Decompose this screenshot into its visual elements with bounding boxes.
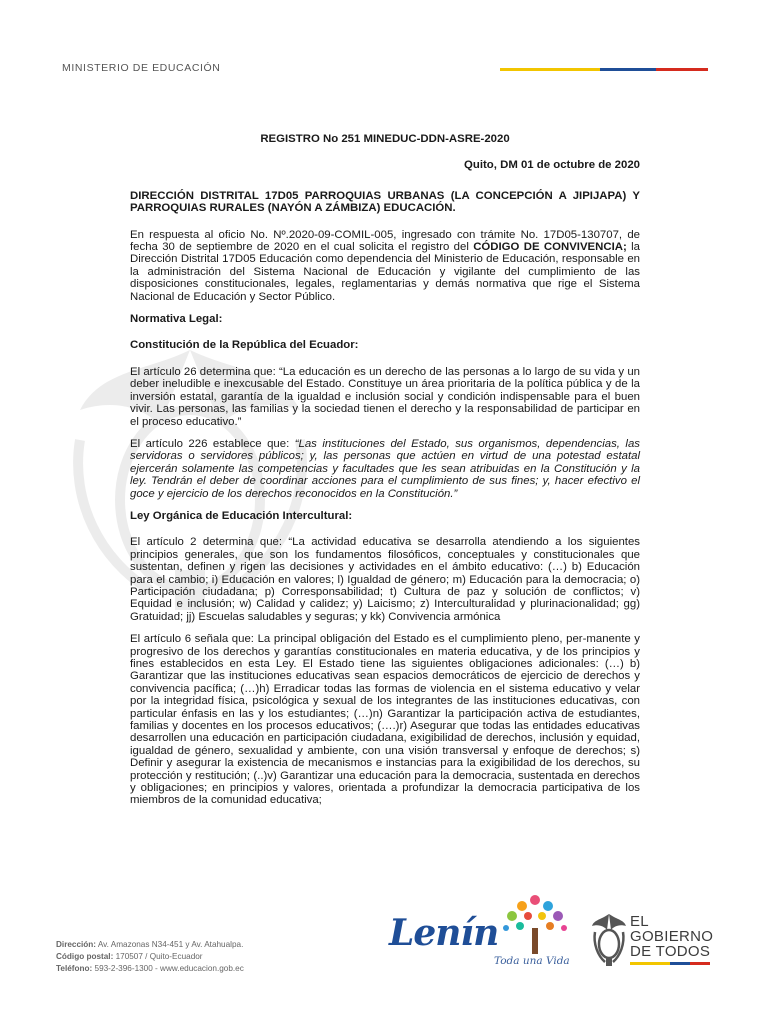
gov-bar-yellow	[630, 962, 670, 965]
art6-paragraph: El artículo 6 señala que: La principal obligación del Estado es el cumplimiento pleno, per-manente y progresivo de los derechos y garantías constitucionales en materia educativa, y de los principios y fines establecidos en esta Ley. El Estado tiene las siguientes obligaciones adicionales: (…) b) Garantizar que las instituciones educativas sean espacios democráticos de ejercicio de derechos y convivencia pacífica; (…)h) Erradicar todas las formas de violencia en el sistema educativo y velar por la integridad física, psicológica y sexual de los integrantes de las instituciones educativas, con particular énfasis en las y los estudiantes; (…)n) Garantizar la participación activa de estudiantes, familias y docentes en los procesos educativos; (….)r) Asegurar que todas las entidades educativas desarrollen una educación en participación ciudadana, exigibilidad de derechos, inclusión y equidad, igualdad de género, sexualidad y ambiente, con una visión transversal y enfoque de derechos; s) Definir y asegurar la existencia de mecanismos e instancias para la exigibilidad de los derechos, su protección y restitución; (..)v) Garantizar una educación para la democracia, sustentada en derechos y obligaciones; en principios y valores, orientada a profundizar la democracia participativa de los miembros de la comunidad educativa;	[130, 633, 640, 807]
tree-tagline: Toda una Vida	[494, 955, 570, 967]
footer-address-line	[56, 939, 244, 951]
art226-lead: El artículo 226 establece que:	[130, 437, 295, 450]
loei-heading: Ley Orgánica de Educación Intercultural:	[130, 509, 353, 522]
art226-paragraph	[130, 438, 640, 500]
constitucion-heading: Constitución de la República del Ecuador:	[130, 339, 359, 352]
intro-text-2: la Dirección Distrital 17D05 Educación como dependencia del Ministerio de Educación, responsable en la administración del Sistema Nacional de Educación y vigilante del cumplimiento de las disposiciones constitucionales, legales, reglamentarias y demás normativa que rige el Sistema Nacional de Educación y Sector Público.	[130, 241, 640, 303]
footer-postal-value: 170507 / Quito-Ecuador	[113, 952, 203, 961]
art26-paragraph: El artículo 26 determina que: “La educación es un derecho de las personas a lo largo de su vida y un deber ineludible e inexcusable del Estado. Constituye un área prioritaria de la política pública y de la inversión estatal, garantía de la igualdad e inclusión social y condición indispensable para el buen vivir. Las personas, las familias y la sociedad tienen el derecho y la responsabilidad de participar en el proceso educativo.”	[130, 365, 640, 428]
footer-phone-line	[56, 963, 244, 975]
normativa-heading: Normativa Legal:	[130, 313, 223, 326]
lenin-logo: Lenín	[389, 912, 499, 954]
flag-stripe-blue	[600, 68, 656, 71]
gov-text-line-3: DE TODOS	[630, 943, 711, 960]
district-heading: DIRECCIÓN DISTRITAL 17D05 PARROQUIAS URBANAS (LA CONCEPCIÓN A JIPIJAPA) Y PARROQUIAS RURALES (NAYÓN A ZÁMBIZA) EDUCACIÓN.	[130, 189, 640, 215]
tree-icon	[492, 892, 578, 956]
footer-address	[56, 939, 244, 975]
footer-postal-label: Código postal:	[56, 952, 114, 961]
gov-shield-icon	[590, 912, 628, 968]
toda-una-vida-logo	[492, 892, 578, 982]
art2-paragraph: El artículo 2 determina que: “La actividad educativa se desarrolla atendiendo a los siguientes principios generales, que son los fundamentos filosóficos, conceptuales y constitucionales que sustentan, definen y rigen las decisiones y actividades en el ámbito educativo: (…) b) Educación para el cambio; i) Educación en valores; l) Igualdad de género; m) Educación para la democracia; o) Participación ciudadana; p) Corresponsabilidad; t) Cultura de paz y solución de conflictos; v) Equidad e inclusión; w) Calidad y calidez; y) Laicismo; z) Interculturalidad y plurinacionalidad; gg) Gratuidad; jj) Escuelas saludables y seguras; y kk) Convivencia armónica	[130, 536, 640, 623]
intro-text-1: En respuesta al oficio No. Nº.2020-09-COMIL-005, ingresado con trámite No. 17D05-130707, de fecha 30 de septiembre de 2020 en el cual solicita el registro del	[130, 228, 640, 254]
flag-stripe-yellow	[500, 68, 600, 71]
registry-title: REGISTRO No 251 MINEDUC-DDN-ASRE-2020	[260, 133, 510, 145]
footer-address-label: Dirección:	[56, 940, 97, 949]
footer-postal-line	[56, 951, 244, 963]
gov-text-line-1: EL	[630, 913, 649, 930]
document-body	[130, 133, 640, 817]
gov-text	[630, 914, 713, 959]
ministry-header: MINISTERIO DE EDUCACIÓN	[62, 62, 221, 74]
gov-bar-red	[690, 962, 710, 965]
gov-bar-blue	[670, 962, 690, 965]
gobierno-de-todos-logo	[590, 912, 720, 972]
gov-text-line-2: GOBIERNO	[630, 928, 714, 945]
intro-bold: CÓDIGO DE CONVIVENCIA;	[473, 241, 627, 254]
footer-phone-value: 593-2-396-1300 - www.educacion.gob.ec	[92, 964, 244, 973]
footer-phone-label: Teléfono:	[56, 964, 93, 973]
art226-quote: “Las instituciones del Estado, sus organismos, dependencias, las servidoras o servidores públicos; y, las personas que actúen en virtud de una potestad estatal ejercerán solamente las competencias y facultades que les sean atribuidas en la Constitución y la ley. Tendrán el deber de coordinar acciones para el cumplimiento de sus fines; y, hacer efectivo el goce y ejercicio de los derechos reconocidos en la Constitución.”	[130, 437, 640, 500]
document-date: Quito, DM 01 de octubre de 2020	[464, 159, 640, 172]
intro-paragraph	[130, 229, 640, 303]
flag-stripe-red	[656, 68, 708, 71]
footer-address-value: Av. Amazonas N34-451 y Av. Atahualpa.	[96, 940, 244, 949]
